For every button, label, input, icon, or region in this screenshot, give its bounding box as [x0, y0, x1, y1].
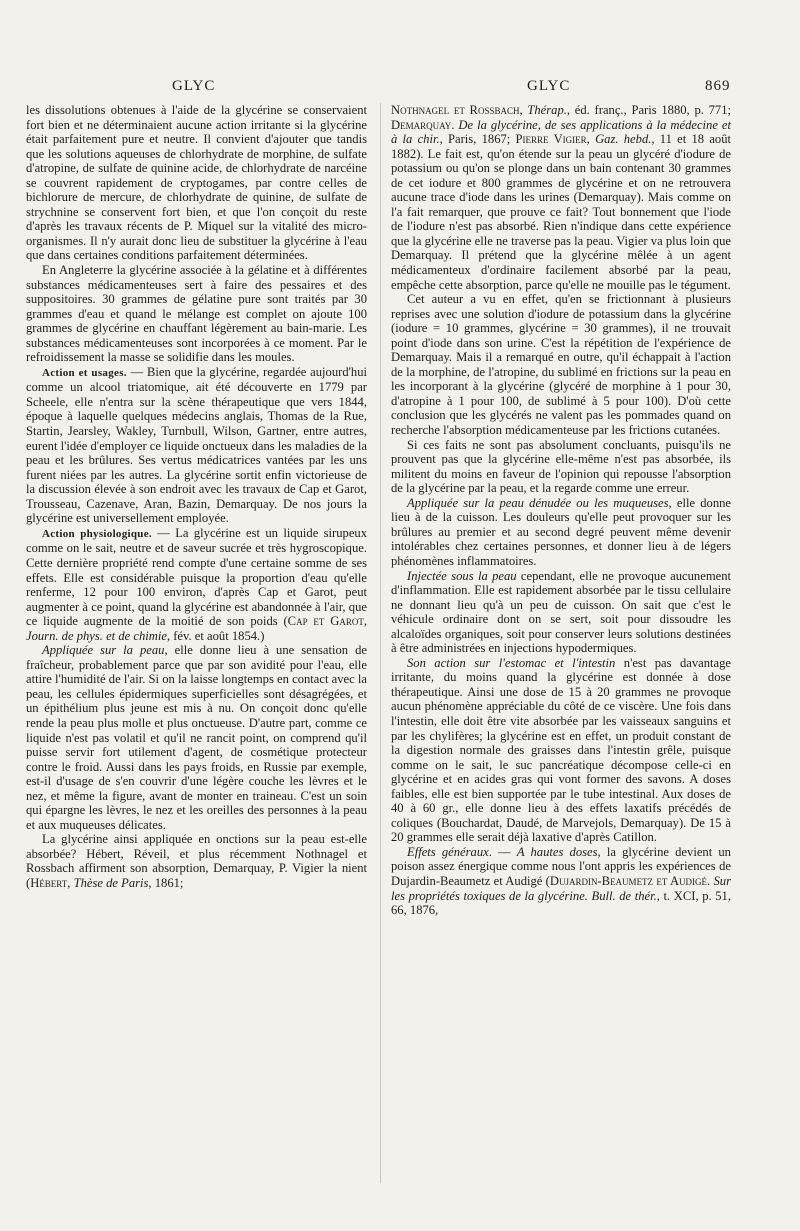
citation-separator: ,: [519, 103, 528, 117]
paragraph-lead: Son action sur l'estomac et l'intestin: [407, 655, 616, 670]
left-column: [26, 103, 367, 891]
paragraph-lead: Effets généraux: [407, 844, 489, 859]
paragraph-text: cependant, elle ne provoque aucunement d'inflammation. Elle est rapidement absorbée par le tissu cellulaire ne donnant lieu qu'à un peu de cuisson. On sait que c'est le véhicule ordinaire dont on se sert, soit pour dissoudre les alcaloïdes organiques, soit pour conserver leurs solutions destinées à être administrées en injections hypodermiques.: [391, 568, 731, 656]
citation-end: , 1861;: [148, 875, 184, 890]
citation-title: Thèse de Paris: [73, 875, 149, 890]
citation-authors: Nothnagel et Rossbach: [391, 103, 520, 117]
citation-title: Thérap.: [527, 103, 567, 117]
citation-separator: .: [451, 117, 459, 132]
citation-title: Sur les propriétés toxiques de la glycérine. Bull. de thér.: [391, 873, 731, 903]
citation-author: Pierre Vigier: [515, 132, 587, 147]
paragraph-text: les dissolutions obtenues à l'aide de la glycérine se conservaient fort bien et ne déterminaient aucune action irritante si la glycérine était parfaitement pure et neutre. Il convient d'ajouter que tandis que les solutions aqueuses de chlorhydrate de morphine, de sulfate d'atropine, de sulfate de quinine acide, de chlorhydrate de narcéine se couvrent rapidement de cryptogames, par contre celles de bichlorure de mercure, de chlorhydrate de quinine, de sulfate de strychnine se conservent fort bien, et que l'on conçoit du reste d'après les travaux récents de P. Miquel sur la vitalité des micro-organismes. Il n'y aurait donc lieu de substituer la glycérine à l'eau que dans certaines conditions parfaitement déterminées.: [26, 103, 367, 263]
citation-author: Demarquay: [391, 117, 452, 132]
citation-author: Hébert: [30, 875, 68, 890]
paragraph-text: , t. XCI, p. 51, 66, 1876,: [391, 888, 731, 918]
paragraph: [391, 103, 731, 292]
citation-title: De la glycérine, de ses applications à la médecine et à la chir.: [391, 117, 732, 147]
citation-date: , fév. et août 1854.): [166, 628, 265, 643]
paragraph-text: . —: [488, 844, 517, 859]
paragraph-injectee: [391, 569, 731, 656]
paragraph-text: , 11 et 18 août 1882). Le fait est, qu'on étende sur la peau un glycéré d'iodure de potassium ou qu'on se plonge dans un bain contenant 30 grammes de cet iodure et 800 grammes de glycérine et on ne retrouvera aucune trace d'iode dans les urines (Demarquay). Mais comme on l'a fait remarquer, que prouve ce fait? Tout bonnement que l'iode de l'iodure n'est pas absorbé. Rien n'indique dans cette expérience que la glycérine elle ne traverse pas la peau. Vigier va plus loin que Demarquay. Il prétend que la glycérine mêlée à un agent médicamenteux d'ordinaire facilement absorbé par la peau, empêche cette absorption, parce qu'elle ne mouille pas le tégument.: [391, 132, 732, 292]
paragraph-peau: [26, 643, 367, 832]
paragraph-text: , la glycérine devient un poison assez énergique comme nous l'ont appris les expériences de Dujardin-Beaumetz et Audigé (: [391, 844, 731, 888]
left-running-title: GLYC: [172, 78, 216, 94]
paragraph-text: , elle donne lieu à une sensation de fraîcheur, probablement parce que par son avidité pour l'eau, elle attire l'humidité de l'air. Si on la laisse longtemps en contact avec la peau, les cellules épidermiques superficielles sont désagrégées, et un épithélium plus jeune est mis à nu. On conçoit donc qu'elle rende la peau plus molle et plus onctueuse. D'autre part, comme ce liquide n'est pas volatil et qu'il ne rancit point, on comprend qu'il puisse servir fort utilement d'agent, de cosmétique protecteur contre le froid. Aussi dans les pays froids, en Russie par exemple, est-il d'usage de s'en couvrir d'une légère couche les lèvres et le nez, et même la figure, avant de monter en traineau. C'est un soin qui épargne les lèvres, le nez et les oreilles des personnes à la peau et aux muqueuses délicates.: [26, 643, 367, 832]
paragraph-lead: A hautes doses: [516, 844, 598, 859]
paragraph-absorption: [26, 832, 367, 890]
paragraph: [391, 292, 731, 437]
paragraph-effets-generaux: [391, 845, 731, 918]
paragraph-text: — Bien que la glycérine, regardée aujourd'hui comme un alcool triatomique, ait été découverte en 1779 par Scheele, elle n'entra sur la scène thérapeutique que vers 1844, époque à laquelle quelques médecins anglais, Thomas de la Rue, Startin, Jearsley, Wakley, Turnbull, Wilson, Gartner, entre autres, eurent l'idée d'employer ce liquide onctueux dans les maladies de la peau et les brûlures. Ses vertus médicatrices vantées par les uns furent niées par les autres. La glycérine sortit enfin victorieuse de la discussion élevée à son endroit avec les travaux de Cap et Garot, Trousseau, Cazenave, Aran, Bazin, Demarquay. De nos jours la glycérine est universellement employée.: [26, 364, 367, 526]
paragraph-action-physiologique: [26, 526, 367, 643]
paragraph-text: n'est pas davantage irritante, du moins quand la glycérine est donnée à dose thérapeutique. Ainsi une dose de 15 à 20 grammes ne provoque aucun phénomène appréciable du côté de ce viscère. Une fois dans l'intestin, elle doit être vite absorbée par les vaisseaux sanguins et par les chylifères; la glycérine est en effet, un produit constant de la digestion normale des graisses dans l'intestin grêle, puisque comme on le sait, le suc pancréatique décompose celle-ci en glycérine et en acides gras qui vont former des savons. A doses faibles, elle est bien supportée par le tube intestinal. Aux doses de 40 à 60 gr., elle donne lieu à des effets laxatifs précédés de coliques (Bouchardat, Daudé, de Marvejols, Demarquay). De 15 à 20 grammes elle serait déjà laxative d'après Catillon.: [391, 655, 731, 845]
paragraph-text: , elle donne lieu à de la cuisson. Les douleurs qu'elle peut provoquer sur les brûlures au premier et au second degré peuvent même devenir intolérables chez certaines personnes, et donner lieu à de légers phénomènes inflammatoires.: [391, 495, 732, 568]
citation-separator: .: [707, 873, 714, 888]
paragraph-lead: Appliquée sur la peau dénudée ou les muqueuses: [407, 495, 669, 510]
citation-separator: ,: [586, 132, 596, 147]
paragraph: [391, 438, 731, 496]
paragraph-text: , éd. franç., Paris 1880, p. 771;: [566, 103, 732, 117]
section-heading: Action physiologique.: [42, 527, 152, 540]
citation-journal: Journ. de phys. et de chimie: [26, 628, 167, 643]
paragraph-lead: Appliquée sur la peau: [42, 643, 165, 658]
paragraph-lead: Injectée sous la peau: [407, 568, 517, 583]
column-divider: [380, 103, 381, 1183]
paragraph-text: Si ces faits ne sont pas absolument concluants, puisqu'ils ne prouvent pas que la glycérine elle-même n'est pas absorbée, ils militent du moins en faveur de l'opinion qui repousse l'absorption de la glycérine par la peau, et la regarde comme une erreur.: [391, 437, 731, 496]
paragraph-text: La glycérine ainsi appliquée en onctions sur la peau est-elle absorbée? Hébert, Réveil, et plus récemment Nothnagel et Rossbach affirment son absorption, Demarquay, P. Vigier la nient (: [26, 832, 367, 890]
paragraph-text: , Paris, 1867;: [439, 132, 516, 147]
right-column: [391, 103, 731, 918]
paragraph-text: Cet auteur a vu en effet, qu'en se frictionnant à plusieurs reprises avec une solution d'iodure de potassium dans la glycérine (iodure = 10 grammes, glycérine = 30 grammes), il ne trouvait point d'iode dans son urine. C'est la répétition de l'expérience de Demarquay. Mais il a remarqué en outre, qu'il échappait à l'action de la morphine, de l'atropine, du sublimé en frictions sur la peau en les incorporant à la glycérine (glycéré de morphine à 1 pour 30, d'atropine à 1 pour 100, de sublimé à 5 pour 100). D'où cette conclusion que les glycérés ne valent pas les pommades quand on recherche l'absorption médicamenteuse par les frictions cutanées.: [391, 292, 731, 438]
right-running-title: GLYC: [527, 78, 571, 94]
citation-title: Gaz. hebd.: [595, 132, 652, 147]
citation-authors: Dujardin-Beaumetz et Audigé: [549, 873, 708, 888]
citation-separator: ,: [363, 614, 367, 629]
paragraph-action-usages: [26, 365, 367, 526]
paragraph-text: En Angleterre la glycérine associée à la gélatine et à différentes substances médicamenteuses sert à faire des pessaires et des suppositoires. 30 grammes de gélatine pure sont traités par 30 grammes d'eau et quand le mélange est complet on ajoute 100 grammes de glycérine en chauffant légèrement au bain-marie. Les substances médicamenteuses sont incorporées à ce moment. Par le refroidissement la masse se solidifie dans les moules.: [26, 263, 367, 365]
paragraph: [26, 103, 367, 263]
section-heading: Action et usages.: [42, 366, 127, 379]
paragraph-peau-denudee: [391, 496, 731, 569]
paragraph-estomac: [391, 656, 731, 845]
paragraph-text: — La glycérine est un liquide sirupeux comme on le sait, neutre et de saveur sucrée et très hygroscopique. Cette dernière propriété rend compte d'une certaine somme de ses effets. Elle est considérable puisque la proportion d'eau qu'elle renferme, 12 pour 100 environ, d'après Cap et Garot, peut augmenter à ce point, quand la glycérine est abandonnée à l'air, que ce liquide augmente de la moitié de son poids (: [26, 525, 368, 629]
paragraph: [26, 263, 367, 365]
citation-authors: Cap et Garot: [287, 614, 364, 629]
citation-separator: ,: [67, 875, 74, 890]
page-number: 869: [705, 78, 731, 94]
